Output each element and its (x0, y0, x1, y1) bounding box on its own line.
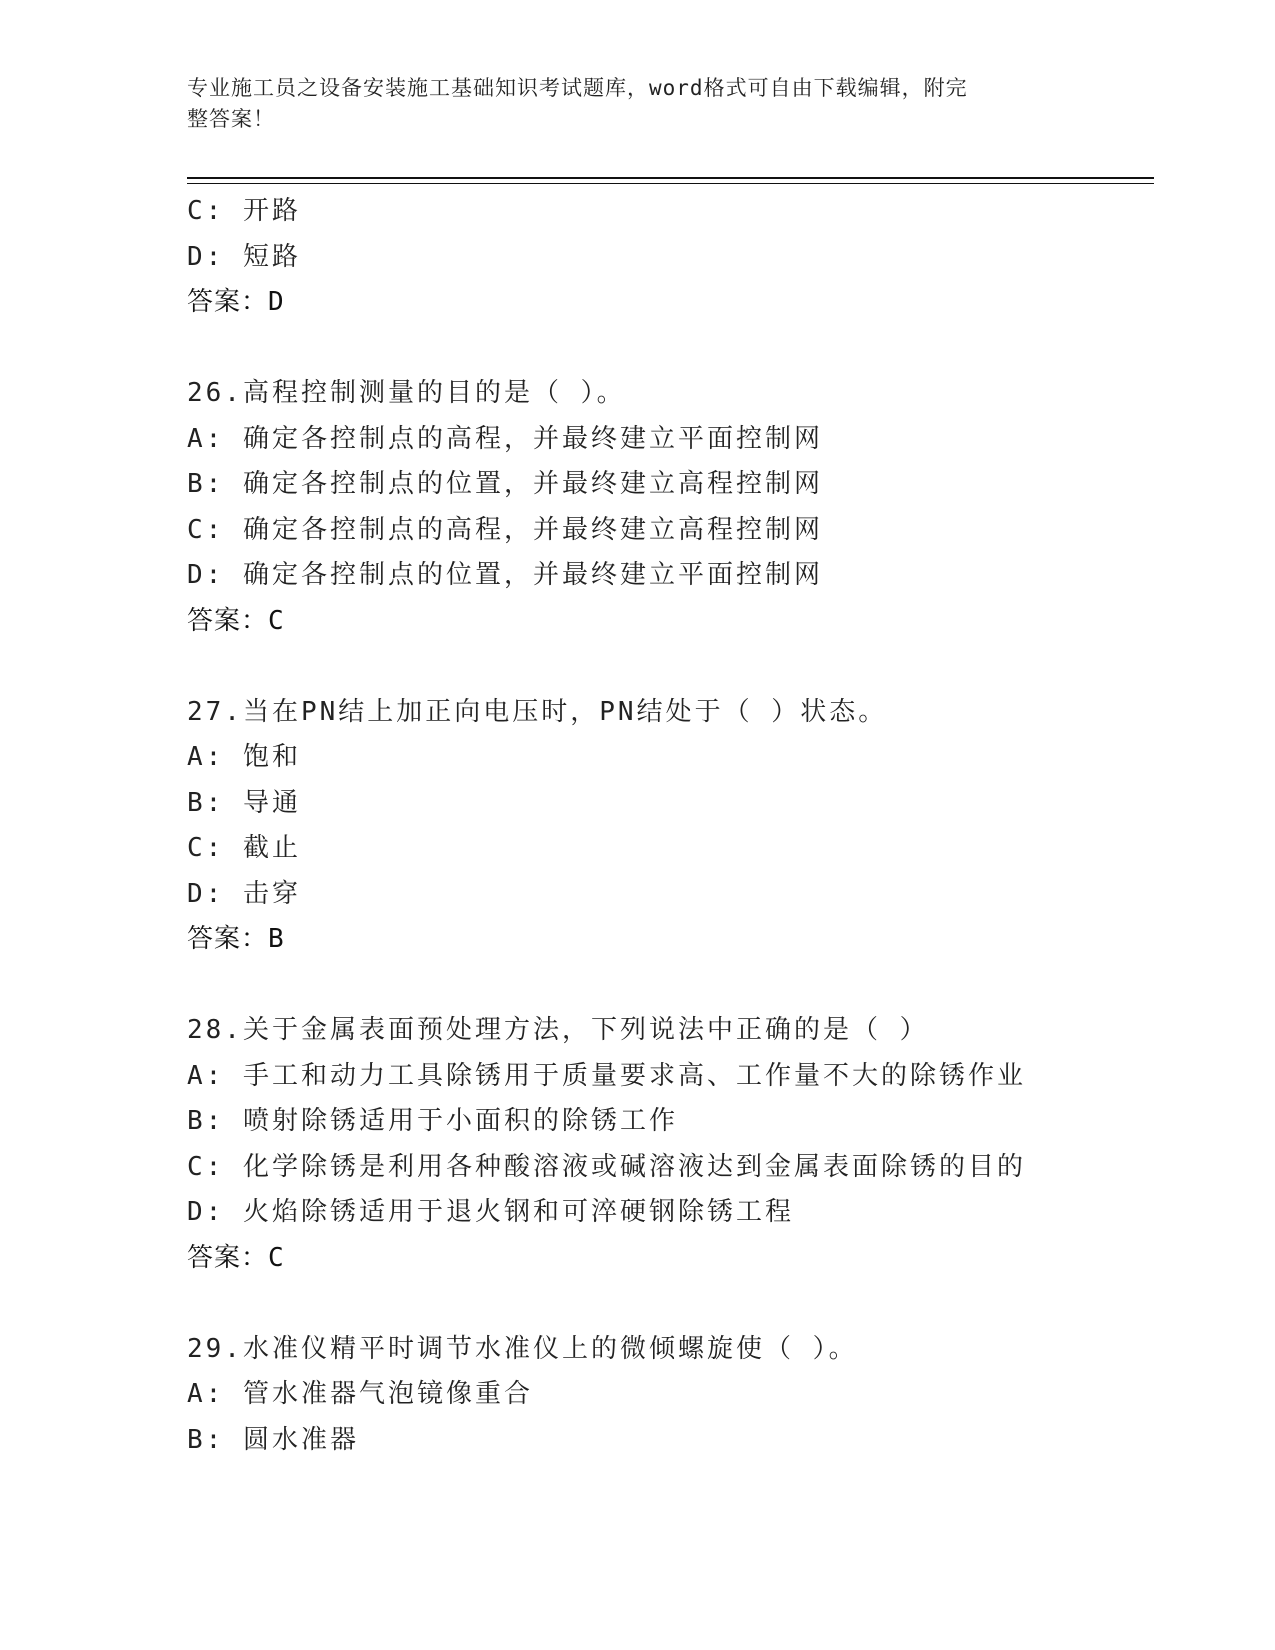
spacer (187, 963, 1154, 1009)
question-26 (187, 371, 1154, 644)
question-29 (187, 1327, 1154, 1464)
option-b: B: 圆水准器 (187, 1424, 359, 1455)
question-list (187, 189, 1154, 1463)
option-a: A: 饱和 (187, 742, 301, 772)
option-c: C: 确定各控制点的高程，并最终建立高程控制网 (187, 514, 823, 545)
option-c: C: 化学除锈是利用各种酸溶液或碱溶液达到金属表面除锈的目的 (187, 1151, 1026, 1182)
spacer (187, 326, 1154, 372)
question-28 (187, 1008, 1154, 1281)
question-stem: 27.当在PN结上加正向电压时，PN结处于（ ）状态。 (187, 696, 888, 727)
option-d: D: 确定各控制点的位置，并最终建立平面控制网 (187, 560, 823, 590)
question-25-tail (187, 189, 1154, 326)
option-c: C: 开路 (187, 196, 301, 226)
option-c: C: 截止 (187, 833, 301, 863)
option-a: A: 确定各控制点的高程，并最终建立平面控制网 (187, 423, 823, 454)
option-b: B: 确定各控制点的位置，并最终建立高程控制网 (187, 469, 823, 499)
header-divider-thin (187, 183, 1154, 184)
answer-line: 答案：C (187, 605, 285, 636)
option-b: B: 导通 (187, 787, 301, 818)
answer-line: 答案：C (187, 1242, 285, 1273)
option-a: A: 管水准器气泡镜像重合 (187, 1379, 533, 1409)
spacer (187, 1281, 1154, 1327)
question-27 (187, 690, 1154, 963)
option-d: D: 火焰除锈适用于退火钢和可淬硬钢除锈工程 (187, 1197, 794, 1227)
header-divider-thick (187, 177, 1154, 179)
page-header (187, 73, 1067, 135)
option-d: D: 击穿 (187, 878, 301, 909)
option-d: D: 短路 (187, 241, 301, 272)
spacer (187, 644, 1154, 690)
option-b: B: 喷射除锈适用于小面积的除锈工作 (187, 1106, 678, 1136)
answer-line: 答案：B (187, 924, 285, 954)
header-text-line-1: 专业施工员之设备安装施工基础知识考试题库，word格式可自由下载编辑，附完 (187, 76, 968, 100)
header-text-line-2: 整答案！ (187, 107, 275, 131)
answer-line: 答案：D (187, 287, 285, 317)
option-a: A: 手工和动力工具除锈用于质量要求高、工作量不大的除锈作业 (187, 1060, 1026, 1091)
question-stem: 29.水准仪精平时调节水准仪上的微倾螺旋使（ ）。 (187, 1333, 858, 1364)
question-stem: 26.高程控制测量的目的是（ ）。 (187, 378, 626, 408)
question-stem: 28.关于金属表面预处理方法，下列说法中正确的是（ ） (187, 1015, 929, 1045)
